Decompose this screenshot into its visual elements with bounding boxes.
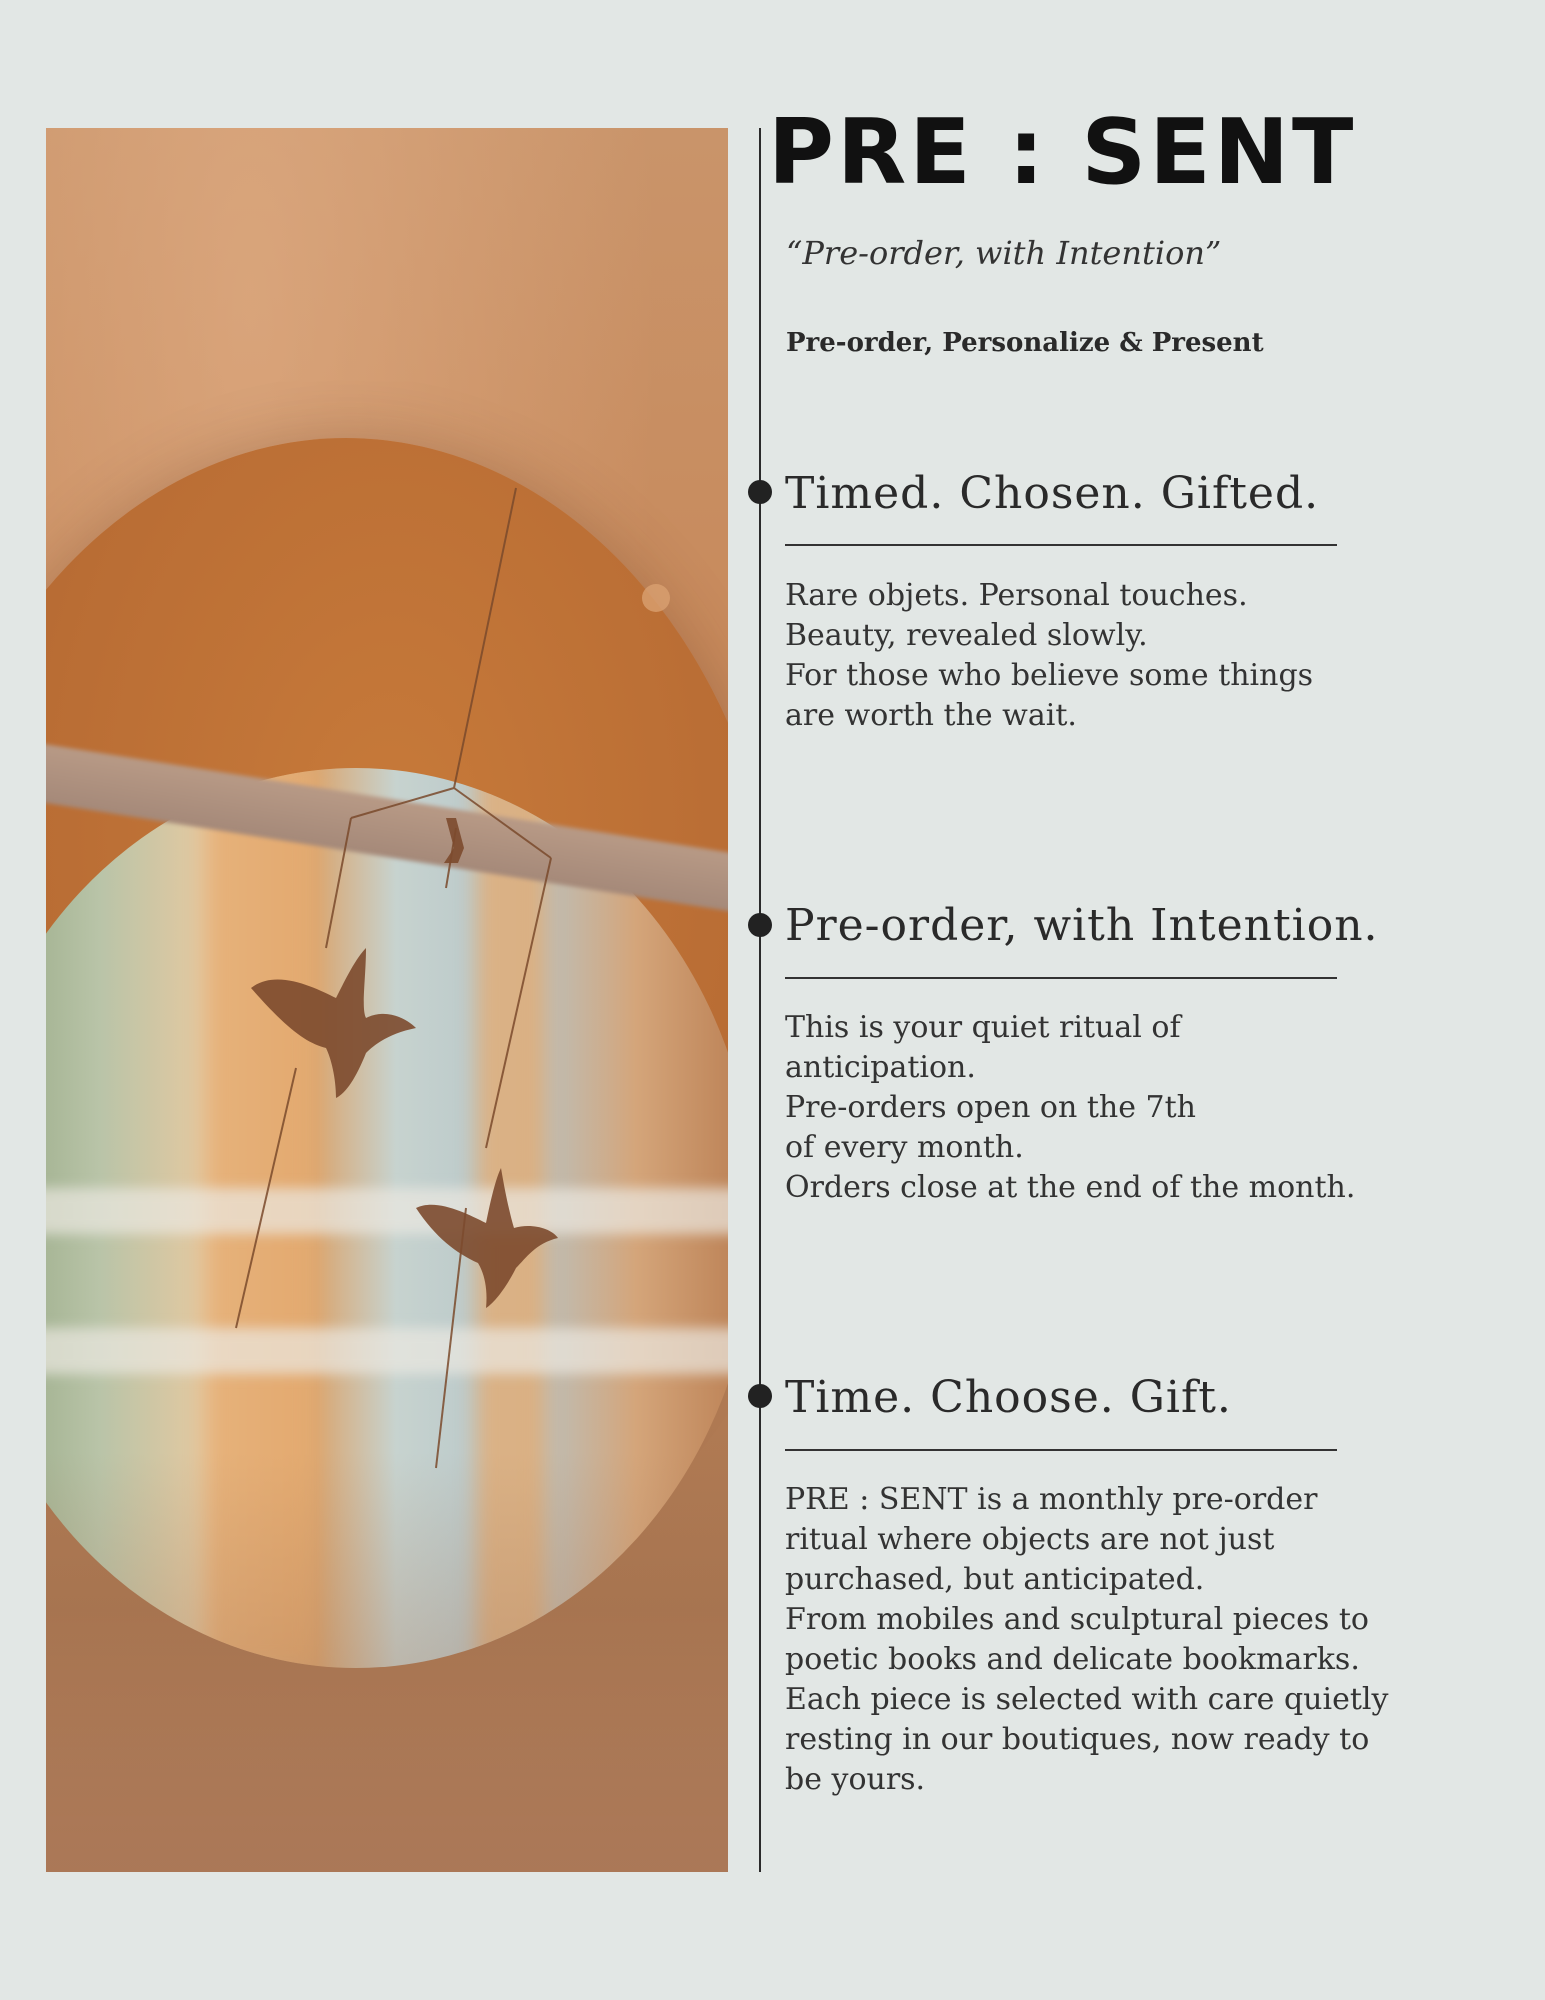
timeline-line: [759, 128, 761, 1872]
section-title: Time. Choose. Gift.: [785, 1372, 1232, 1423]
body-line: Orders close at the end of the month.: [785, 1170, 1356, 1205]
section-divider: [785, 977, 1337, 979]
body-line: poetic books and delicate bookmarks.: [785, 1642, 1360, 1677]
body-line: For those who believe some things: [785, 658, 1314, 693]
section-body: [785, 1008, 1405, 1208]
body-line: Beauty, revealed slowly.: [785, 618, 1148, 653]
body-line: From mobiles and sculptural pieces to: [785, 1602, 1369, 1637]
body-line: Rare objets. Personal touches.: [785, 578, 1248, 613]
section-body: [785, 1480, 1405, 1800]
bird-mobile-icon: [46, 128, 728, 1872]
body-line: of every month.: [785, 1130, 1024, 1165]
timeline-dot: [748, 913, 772, 937]
brand-title: PRE : SENT: [768, 100, 1357, 205]
timeline-dot: [748, 480, 772, 504]
body-line: PRE : SENT is a monthly pre-order: [785, 1482, 1318, 1517]
subtagline: Pre-order, Personalize & Present: [786, 328, 1264, 358]
body-line: resting in our boutiques, now ready to: [785, 1722, 1370, 1757]
body-line: Each piece is selected with care quietly: [785, 1682, 1389, 1717]
hero-photo: [46, 128, 728, 1872]
body-line: be yours.: [785, 1762, 926, 1797]
section-title: Timed. Chosen. Gifted.: [785, 468, 1320, 519]
section-divider: [785, 544, 1337, 546]
section-divider: [785, 1449, 1337, 1451]
tagline: “Pre-order, with Intention”: [786, 234, 1222, 272]
body-line: purchased, but anticipated.: [785, 1562, 1205, 1597]
section-body: [785, 576, 1405, 736]
body-line: ritual where objects are not just: [785, 1522, 1275, 1557]
section-title: Pre-order, with Intention.: [785, 900, 1379, 951]
timeline-dot: [748, 1384, 772, 1408]
body-line: This is your quiet ritual of: [785, 1010, 1181, 1045]
body-line: Pre-orders open on the 7th: [785, 1090, 1196, 1125]
body-line: anticipation.: [785, 1050, 976, 1085]
body-line: are worth the wait.: [785, 698, 1077, 733]
